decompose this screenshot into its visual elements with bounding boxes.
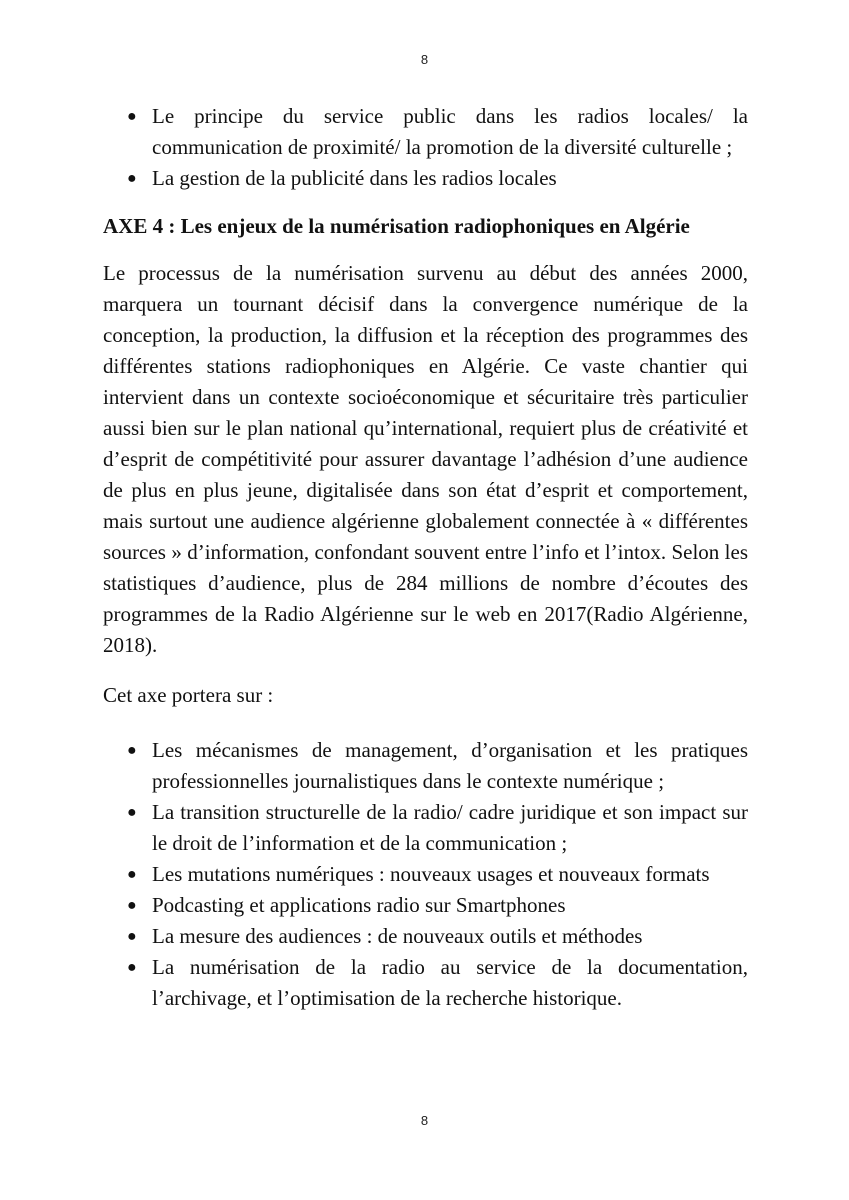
list-item-text: La gestion de la publicité dans les radios locales [152,166,557,190]
list-intro: Cet axe portera sur : [103,683,274,707]
list-item [103,101,748,163]
bullet-icon: ● [127,804,137,821]
list-item [103,952,748,1014]
list-item [103,797,748,859]
bullet-icon: ● [127,742,137,759]
bullet-icon: ● [127,928,137,945]
section-heading: AXE 4 : Les enjeux de la numérisation radiophoniques en Algérie [103,214,690,238]
bullet-icon: ● [127,170,137,187]
page-number-top: 8 [420,52,429,67]
list-item-text: La mesure des audiences : de nouveaux outils et méthodes [152,924,643,948]
bullet-icon: ● [127,108,137,125]
list-item-text: Le principe du service public dans les radios locales/ la communication de proximité/ la promotion de la diversité culturelle ; [152,104,748,159]
list-item [103,163,748,194]
list-item-text: La transition structurelle de la radio/ cadre juridique et son impact sur le droit de l’information et de la communication ; [152,800,748,855]
bullet-icon: ● [127,866,137,883]
bullet-icon: ● [127,959,137,976]
list-item-text: Les mutations numériques : nouveaux usages et nouveaux formats [152,862,710,886]
list-item-text: La numérisation de la radio au service de la documentation, l’archivage, et l’optimisation de la recherche historique. [152,955,748,1010]
body-paragraph: Le processus de la numérisation survenu au début des années 2000, marquera un tournant décisif dans la convergence numérique de la conception, la production, la diffusion et la réception des programmes des différentes stations radiophoniques en Algérie. Ce vaste chantier qui intervient dans un contexte socioéconomique et sécuritaire très particulier aussi bien sur le plan national qu’international, requiert plus de créativité et d’esprit de compétitivité pour assurer davantage l’adhésion d’une audience de plus en plus jeune, digitalisée dans son état d’esprit et comportement, mais surtout une audience algérienne globalement connectée à « différentes sources » d’information, confondant souvent entre l’info et l’intox. Selon les statistiques d’audience, plus de 284 millions de nombre d’écoutes des programmes de la Radio Algérienne sur le web en 2017(Radio Algérienne, 2018). [103,261,748,657]
bullet-icon: ● [127,897,137,914]
list-item [103,859,748,890]
list-item [103,735,748,797]
bullet-list-axis [103,735,748,1014]
list-item [103,921,748,952]
list-item-text: Les mécanismes de management, d’organisation et les pratiques professionnelles journalistiques dans le contexte numérique ; [152,738,748,793]
list-item [103,890,748,921]
document-body [103,101,748,1014]
page-number-bottom: 8 [420,1113,429,1128]
bullet-list-top [103,101,748,194]
list-item-text: Podcasting et applications radio sur Smartphones [152,893,566,917]
